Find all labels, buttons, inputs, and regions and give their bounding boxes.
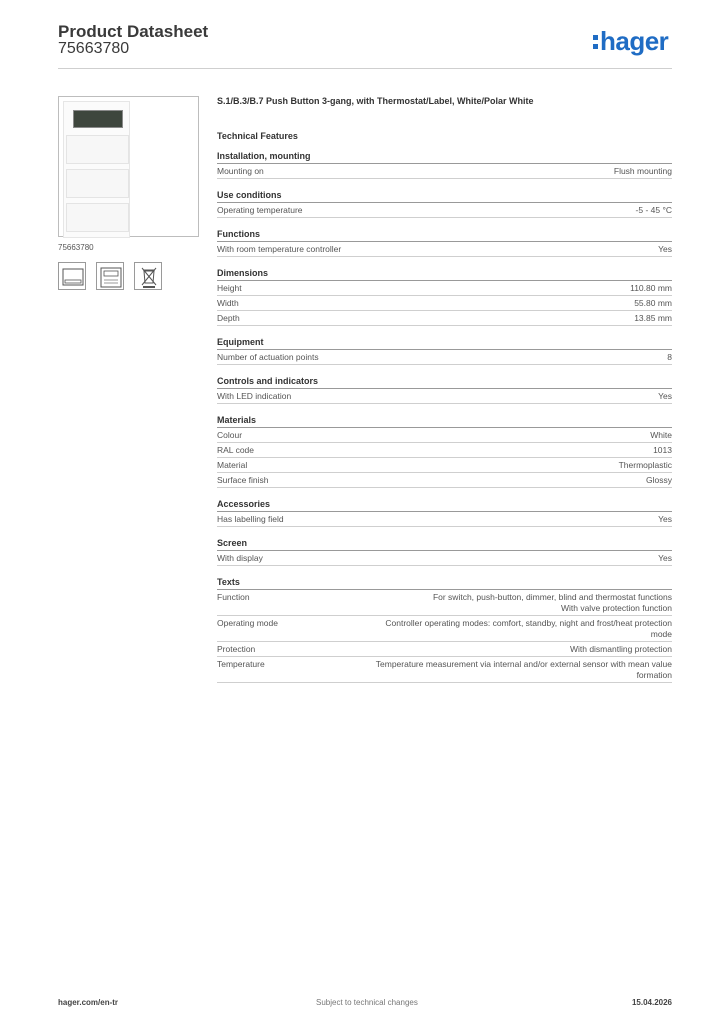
spec-group [217,576,672,683]
spec-row [217,512,672,527]
spec-label: Surface finish [217,475,269,485]
spec-row [217,428,672,443]
spec-value: Yes [658,514,672,524]
spec-label: Protection [217,644,256,654]
product-id: 75663780 [58,40,130,57]
hager-logo[interactable] [593,26,668,56]
spec-label: Mounting on [217,166,264,176]
spec-row [217,657,672,683]
spec-row [217,458,672,473]
spec-value: 8 [667,352,672,362]
spec-group-title: Materials [217,414,672,428]
spec-row [217,551,672,566]
spec-label: With LED indication [217,391,292,401]
spec-row [217,350,672,365]
spec-label: Colour [217,430,243,440]
spec-table [217,150,672,693]
rocker-1 [66,135,129,164]
spec-label: With display [217,553,263,563]
spec-row [217,311,672,326]
spec-group [217,150,672,179]
rocker-2 [66,169,129,198]
spec-group-title: Texts [217,576,672,590]
thermostat-display [73,110,123,128]
spec-row [217,590,672,616]
spec-value: 1013 [653,445,672,455]
spec-label: Depth [217,313,240,323]
spec-group-title: Functions [217,228,672,242]
spec-label: Temperature [217,659,265,669]
spec-label: Number of actuation points [217,352,319,362]
footer-date: 15.04.2026 [631,998,672,1007]
spec-row [217,642,672,657]
spec-label: Height [217,283,242,293]
spec-row [217,389,672,404]
spec-value: 55.80 mm [634,298,672,308]
spec-value: 110.80 mm [630,283,672,293]
spec-group-title: Controls and indicators [217,375,672,389]
page-title: Product Datasheet [58,22,209,41]
footer-note: Subject to technical changes [316,998,418,1007]
spec-group [217,228,672,257]
spec-row [217,296,672,311]
spec-row [217,616,672,642]
spec-label: Operating mode [217,618,278,628]
spec-group-title: Installation, mounting [217,150,672,164]
push-button-device [63,101,130,238]
weee-bin-icon [134,262,162,290]
spec-group [217,336,672,365]
spec-row [217,281,672,296]
spec-row [217,473,672,488]
footer-link[interactable]: hager.com/en-tr [58,998,119,1007]
spec-group [217,189,672,218]
spec-row [217,242,672,257]
spec-label: RAL code [217,445,255,455]
spec-value: White [650,430,672,440]
product-image [58,96,199,237]
spec-value: Thermoplastic [618,460,672,470]
spec-row [217,443,672,458]
spec-value: Yes [658,553,672,563]
spec-label: Function [217,592,250,602]
rocker-3 [66,203,129,232]
spec-label: Operating temperature [217,205,303,215]
spec-value: -5 - 45 °C [635,205,672,215]
spec-value: Glossy [646,475,672,485]
spec-group [217,498,672,527]
spec-group [217,375,672,404]
spec-value: Temperature measurement via internal and/or external sensor with mean value formation [375,659,672,680]
spec-group-title: Dimensions [217,267,672,281]
spec-group [217,537,672,566]
spec-value: Controller operating modes: comfort, standby, night and frost/heat protection mode [385,618,672,639]
spec-value: For switch, push-button, dimmer, blind and thermostat functions With valve protection function [432,592,672,613]
product-title: S.1/B.3/B.7 Push Button 3-gang, with Thermostat/Label, White/Polar White [217,96,534,106]
logo-dots-icon [593,32,598,50]
spec-label: Width [217,298,239,308]
spec-group-title: Screen [217,537,672,551]
spec-label: Has labelling field [217,514,284,524]
spec-label: With room temperature controller [217,244,342,254]
spec-group-title: Accessories [217,498,672,512]
label-field-icon [96,262,124,290]
spec-value: With dismantling protection [569,644,672,654]
display-icon [58,262,86,290]
spec-group [217,414,672,488]
image-caption: 75663780 [58,243,94,252]
spec-group-title: Use conditions [217,189,672,203]
spec-value: Flush mounting [613,166,672,176]
spec-group [217,267,672,326]
spec-value: 13.85 mm [634,313,672,323]
technical-features-heading: Technical Features [217,131,298,141]
spec-value: Yes [658,244,672,254]
spec-label: Material [217,460,248,470]
spec-group-title: Equipment [217,336,672,350]
spec-row [217,164,672,179]
spec-value: Yes [658,391,672,401]
logo-text: hager [600,26,669,56]
header-divider [58,68,672,69]
spec-row [217,203,672,218]
